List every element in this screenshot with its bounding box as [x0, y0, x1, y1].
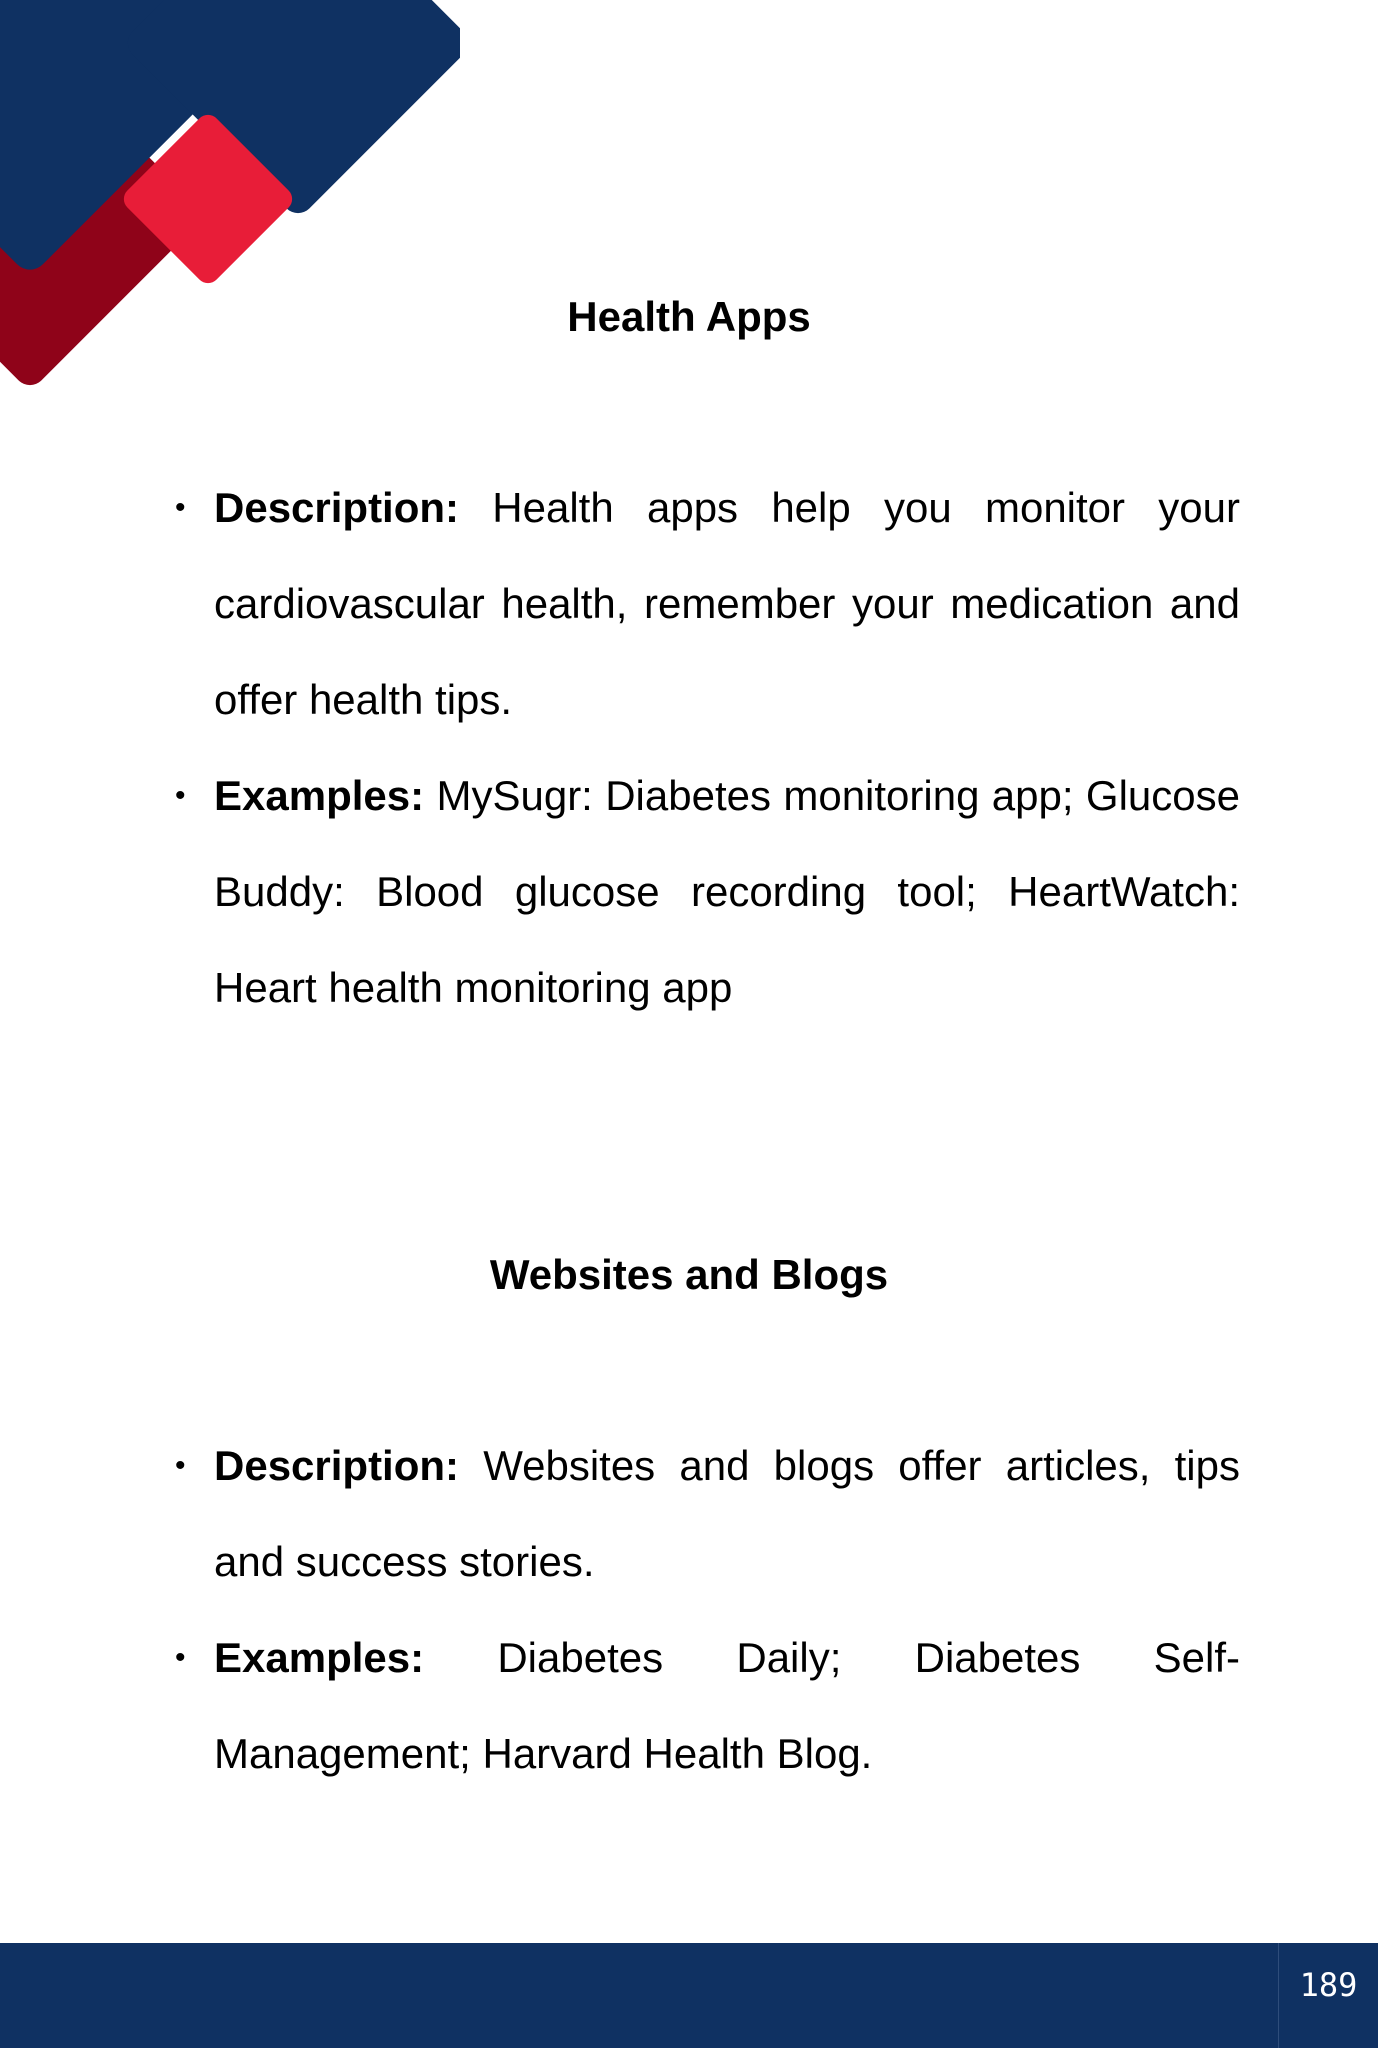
section-title-health-apps: Health Apps: [567, 293, 811, 340]
websites-blogs-list: [175, 1418, 1240, 1802]
section-title-websites-blogs: Websites and Blogs: [489, 1251, 889, 1298]
bullet-label: Description:: [214, 484, 460, 531]
bullet-dot-icon: •: [175, 1449, 186, 1482]
bullet-text: MySugr: Diabetes monitoring app; Glucose Buddy: Blood glucose recording tool; HeartWatch: Heart health monitoring app: [214, 772, 1240, 1011]
list-item: [175, 748, 1240, 1036]
bullet-label: Examples:: [214, 1634, 425, 1681]
bullet-text: Health apps help you monitor your cardiovascular health, remember your medication and offer health tips.: [214, 484, 1240, 723]
list-item: [175, 460, 1240, 748]
footer-bar: [0, 1943, 1378, 2048]
list-item: [175, 1610, 1240, 1802]
bullet-label: Description:: [214, 1442, 460, 1489]
bullet-text: Websites and blogs offer articles, tips and success stories.: [214, 1442, 1240, 1585]
bullet-dot-icon: •: [175, 491, 186, 524]
bullet-text: Diabetes Daily; Diabetes Self-Management; Harvard Health Blog.: [214, 1634, 1240, 1777]
corner-decoration: [0, 0, 460, 420]
bullet-label: Examples:: [214, 772, 425, 819]
page-number: 189: [1299, 1966, 1358, 2004]
list-item: [175, 1418, 1240, 1610]
bullet-dot-icon: •: [175, 779, 186, 812]
health-apps-list: [175, 460, 1240, 1036]
bullet-dot-icon: •: [175, 1641, 186, 1674]
